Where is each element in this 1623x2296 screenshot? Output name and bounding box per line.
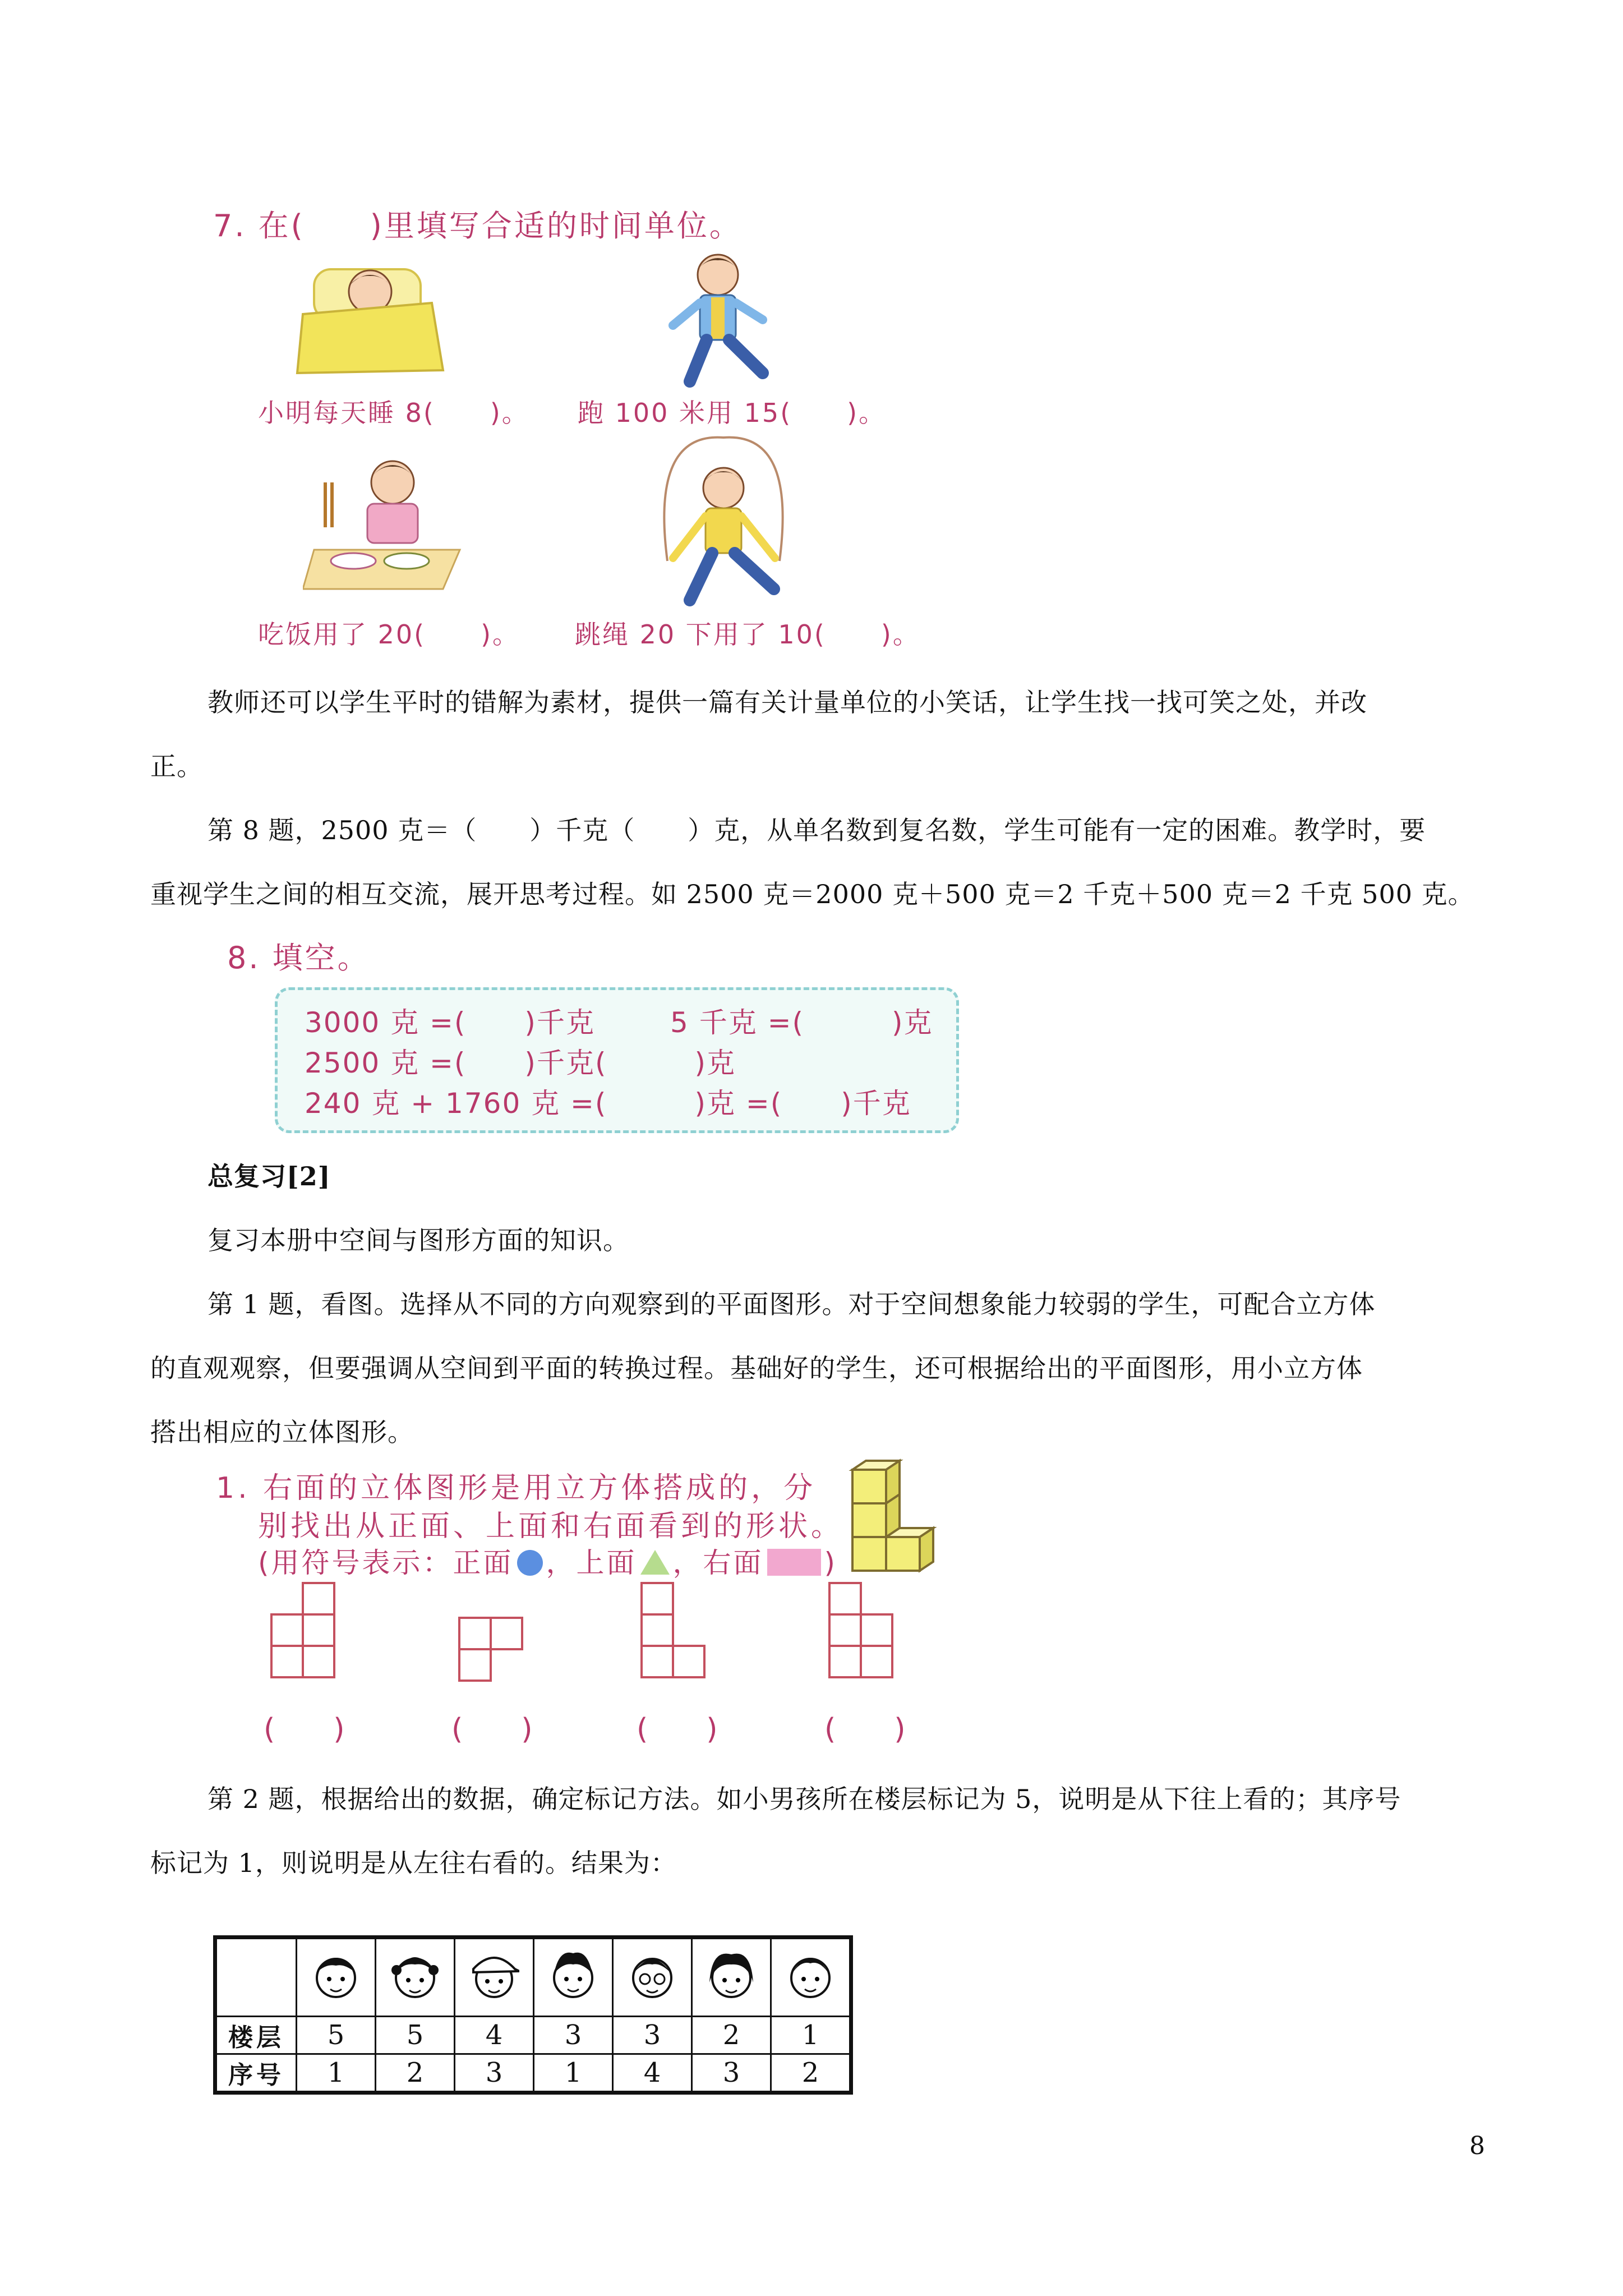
floor-cell: 5 xyxy=(297,2017,376,2054)
q2-line-1: 第 2 题，根据给出的数据，确定标记方法。如小男孩所在楼层标记为 5，说明是从下往上看的；其序号 xyxy=(208,1784,1401,1814)
problem-1-line-3-suffix: ) xyxy=(824,1547,838,1579)
floor-cell: 2 xyxy=(692,2017,771,2054)
order-cell: 3 xyxy=(455,2054,534,2093)
problem-8-box xyxy=(275,987,959,1133)
problem-1-line-2: 别找出从正面、上面和右面看到的形状。 xyxy=(258,1510,844,1543)
review-q1-line-1: 第 1 题，看图。选择从不同的方向观察到的平面图形。对于空间想象能力较弱的学生，可配合立方体 xyxy=(208,1289,1376,1319)
problem-1-line-3-mid-2: ，右面 xyxy=(672,1547,764,1579)
review-heading: 总复习[2] xyxy=(208,1161,331,1191)
answer-blank-a: ( ) xyxy=(264,1713,345,1746)
face-child-1 xyxy=(297,1938,376,2017)
paragraph-1-line-2: 正。 xyxy=(150,751,203,781)
answer-blank-d: ( ) xyxy=(824,1713,906,1746)
running-boy-illustration xyxy=(651,247,785,398)
caption-sleep: 小明每天睡 8( )。 xyxy=(258,398,529,428)
view-option-d xyxy=(827,1582,900,1683)
front-symbol-circle xyxy=(517,1550,543,1576)
table-row-order xyxy=(215,2054,851,2093)
face-child-2 xyxy=(376,1938,455,2017)
caption-jump: 跳绳 20 下用了 10( )。 xyxy=(575,619,920,650)
order-cell: 1 xyxy=(534,2054,613,2093)
answer-blank-c: ( ) xyxy=(637,1713,718,1746)
problem-1-line-3 xyxy=(258,1540,837,1581)
paragraph-2-line-1: 第 8 题，2500 克＝（ ）千克（ ）克，从单名数到复名数，学生可能有一定的困难。教学时，要 xyxy=(208,815,1426,845)
caption-eat: 吃饭用了 20( )。 xyxy=(258,619,520,650)
problem-1-line-3-mid-1: ，上面 xyxy=(546,1547,637,1579)
order-cell: 4 xyxy=(613,2054,692,2093)
answer-blank-b: ( ) xyxy=(451,1713,533,1746)
review-intro: 复习本册中空间与图形方面的知识。 xyxy=(208,1225,629,1255)
paragraph-1-line-1: 教师还可以学生平时的错解为素材，提供一篇有关计量单位的小笑话，让学生找一找可笑之处，并改 xyxy=(208,687,1367,717)
view-option-b xyxy=(457,1616,530,1688)
row-label-floor: 楼层 xyxy=(215,2017,297,2054)
paragraph-2-line-2: 重视学生之间的相互交流，展开思考过程。如 2500 克＝2000 克＋500 克＝2 千克＋500 克＝2 千克 500 克。 xyxy=(150,879,1474,909)
problem-8-row-3: 240 克 + 1760 克 =( )克 =( )千克 xyxy=(305,1087,911,1120)
face-child-3 xyxy=(455,1938,534,2017)
problem-8-row-1-left: 3000 克 =( )千克 xyxy=(305,1006,595,1039)
order-cell: 1 xyxy=(297,2054,376,2093)
view-option-c xyxy=(639,1582,712,1683)
problem-8-row-2: 2500 克 =( )千克( )克 xyxy=(305,1047,736,1079)
floor-order-table xyxy=(213,1935,853,2095)
order-cell: 3 xyxy=(692,2054,771,2093)
problem-7-title: 7. 在( )里填写合适的时间单位。 xyxy=(213,208,742,243)
row-label-order: 序号 xyxy=(215,2054,297,2093)
jump-rope-boy-illustration xyxy=(645,432,802,611)
face-child-7 xyxy=(771,1938,851,2017)
floor-cell: 3 xyxy=(613,2017,692,2054)
problem-8-title: 8. 填空。 xyxy=(227,940,370,976)
floor-cell: 1 xyxy=(771,2017,851,2054)
order-cell: 2 xyxy=(376,2054,455,2093)
face-child-6 xyxy=(692,1938,771,2017)
view-option-a xyxy=(269,1582,342,1683)
face-child-5 xyxy=(613,1938,692,2017)
order-cell: 2 xyxy=(771,2054,851,2093)
review-q1-line-2: 的直观观察，但要强调从空间到平面的转换过程。基础好的学生，还可根据给出的平面图形，用小立方体 xyxy=(150,1353,1363,1383)
problem-8-row-1-right: 5 千克 =( )克 xyxy=(670,1006,933,1039)
right-symbol-rect xyxy=(767,1549,821,1576)
page-number: 8 xyxy=(1469,2132,1485,2160)
floor-cell: 3 xyxy=(534,2017,613,2054)
table-row-faces xyxy=(215,1938,851,2017)
caption-run: 跑 100 米用 15( )。 xyxy=(578,398,887,428)
review-q1-line-3: 搭出相应的立体图形。 xyxy=(150,1417,414,1447)
eating-boy-illustration xyxy=(303,449,471,595)
sleeping-boy-illustration xyxy=(292,252,460,387)
face-child-4 xyxy=(534,1938,613,2017)
problem-1-line-3-prefix: (用符号表示：正面 xyxy=(258,1547,514,1579)
stacked-cubes-figure xyxy=(841,1458,942,1576)
problem-1-line-1: 1. 右面的立体图形是用立方体搭成的，分 xyxy=(216,1471,817,1505)
table-row-floor xyxy=(215,2017,851,2054)
top-symbol-triangle xyxy=(640,1550,670,1575)
floor-cell: 4 xyxy=(455,2017,534,2054)
q2-line-2: 标记为 1，则说明是从左往右看的。结果为： xyxy=(150,1848,677,1878)
table-corner-cell xyxy=(215,1938,297,2017)
floor-cell: 5 xyxy=(376,2017,455,2054)
